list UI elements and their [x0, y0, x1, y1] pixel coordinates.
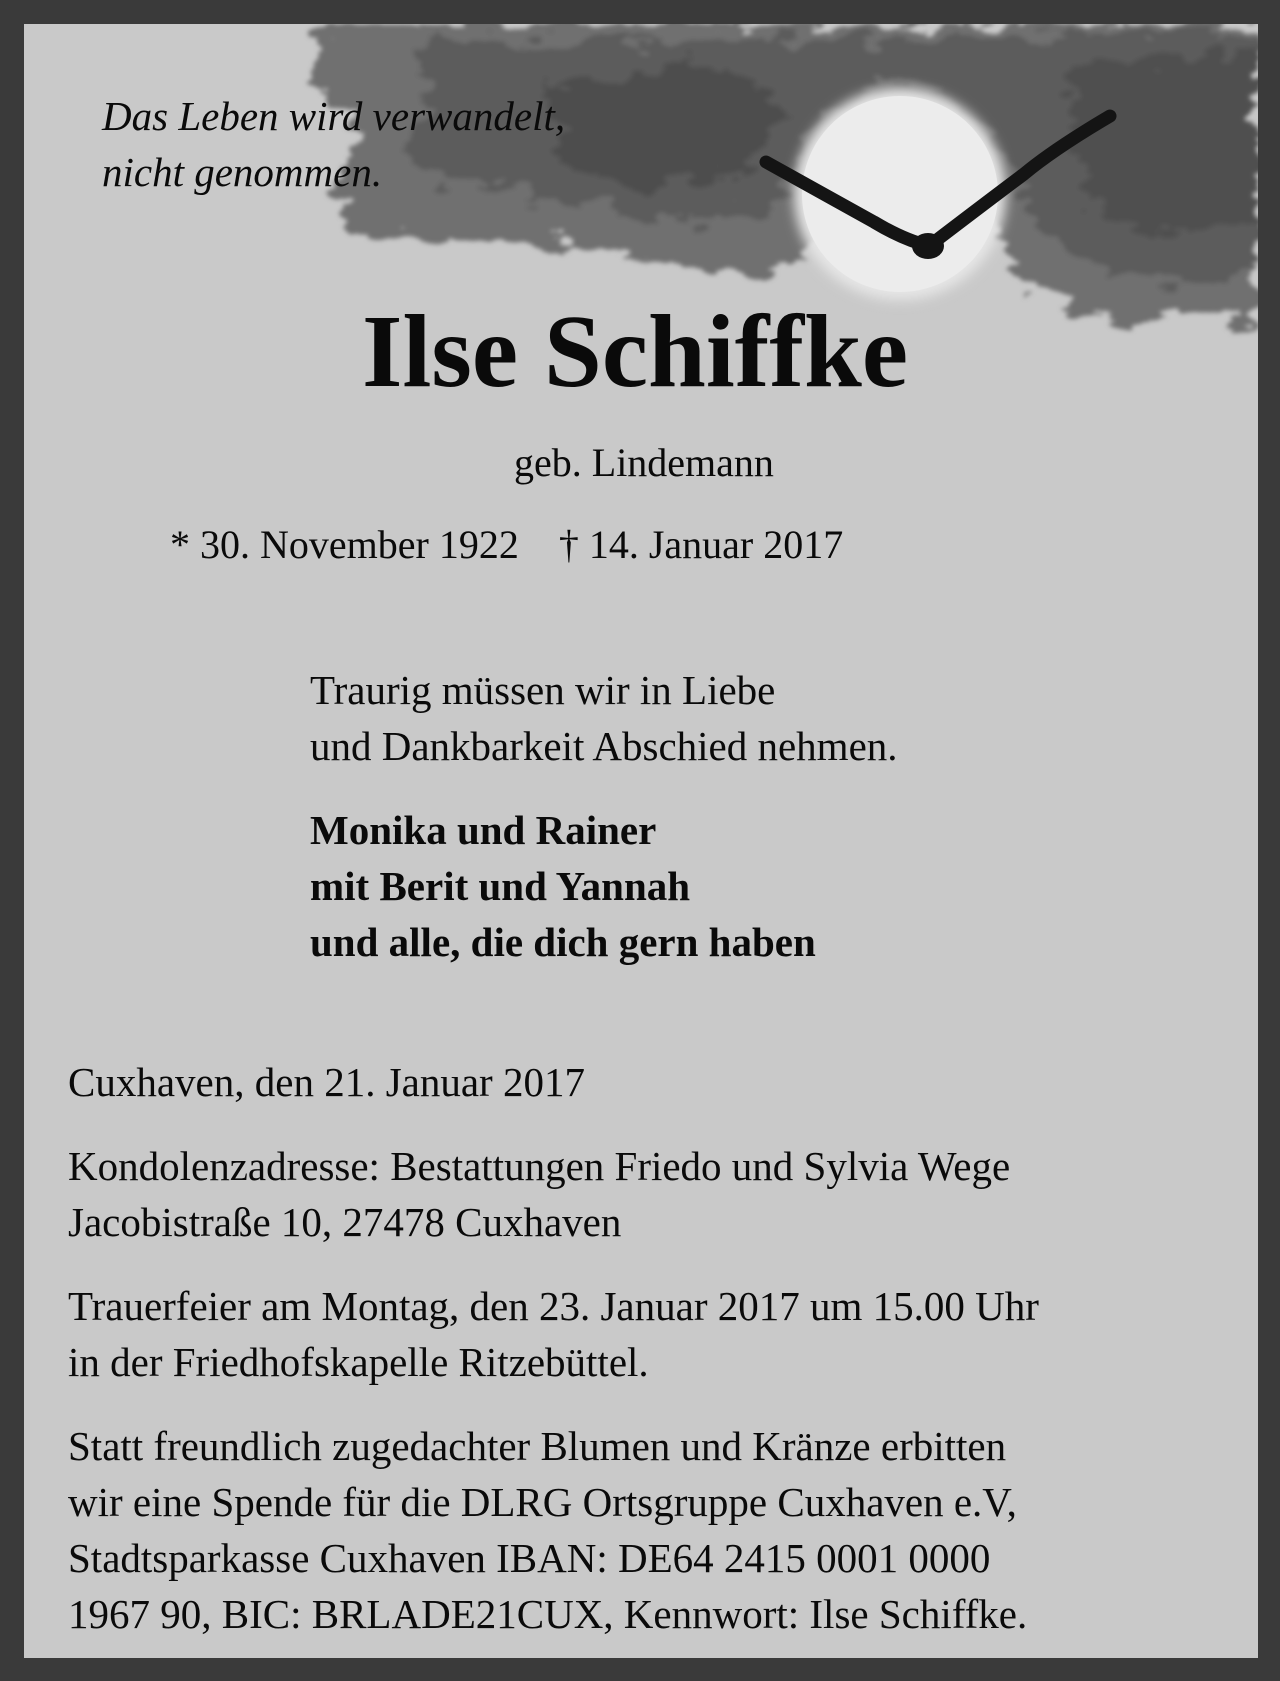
death-date: † 14. Januar 2017 — [558, 522, 844, 567]
motto — [102, 88, 565, 200]
condolence-line: Kondolenzadresse: Bestattungen Friedo und Sylvia Wege — [68, 1143, 1011, 1189]
motto-line: Das Leben wird verwandelt, — [102, 93, 566, 139]
ceremony-line: in der Friedhofskapelle Ritzebüttel. — [68, 1339, 649, 1385]
donation-line: wir eine Spende für die DLRG Ortsgruppe Cuxhaven e.V, — [68, 1479, 1017, 1525]
family-line: mit Berit und Yannah — [310, 863, 691, 909]
maiden-name: geb. Lindemann — [514, 440, 774, 485]
motto-line: nicht genommen. — [102, 149, 383, 195]
condolence-line: Jacobistraße 10, 27478 Cuxhaven — [68, 1199, 622, 1245]
donation-line: Stadtsparkasse Cuxhaven IBAN: DE64 2415 0001 0000 — [68, 1535, 991, 1581]
deceased-name: Ilse Schiffke — [362, 294, 908, 409]
ceremony-info — [68, 1278, 1039, 1390]
family-names — [310, 802, 816, 970]
obituary-notice — [24, 24, 1258, 1658]
condolence-address — [68, 1138, 1010, 1250]
mourning-line: und Dankbarkeit Abschied nehmen. — [310, 723, 898, 769]
donation-info — [68, 1418, 1027, 1642]
ceremony-line: Trauerfeier am Montag, den 23. Januar 2017 um 15.00 Uhr — [68, 1283, 1039, 1329]
place-date: Cuxhaven, den 21. Januar 2017 — [68, 1059, 585, 1105]
donation-line: 1967 90, BIC: BRLADE21CUX, Kennwort: Ilse Schiffke. — [68, 1591, 1028, 1637]
life-dates — [170, 520, 843, 570]
mourning-text — [310, 662, 898, 774]
birth-date: * 30. November 1922 — [170, 522, 519, 567]
donation-line: Statt freundlich zugedachter Blumen und Kränze erbitten — [68, 1423, 1007, 1469]
family-line: und alle, die dich gern haben — [310, 919, 816, 965]
family-line: Monika und Rainer — [310, 807, 657, 853]
mourning-line: Traurig müssen wir in Liebe — [310, 667, 776, 713]
